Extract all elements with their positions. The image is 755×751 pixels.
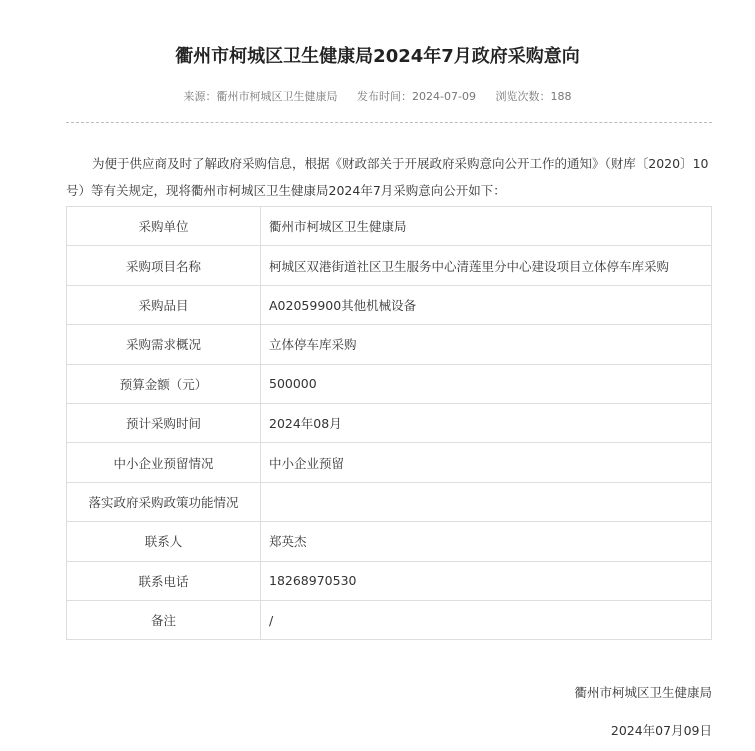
table-row [67, 246, 712, 285]
row-label: 联系人 [67, 522, 261, 561]
row-label: 预计采购时间 [67, 403, 261, 442]
page-title: 衢州市柯城区卫生健康局2024年7月政府采购意向 [175, 46, 580, 67]
row-value: 500000 [261, 364, 712, 403]
article-meta [0, 88, 755, 104]
row-value: 衢州市柯城区卫生健康局 [261, 207, 712, 246]
row-label: 采购品目 [67, 285, 261, 324]
row-label: 中小企业预留情况 [67, 443, 261, 482]
table-row [67, 364, 712, 403]
row-value: 立体停车库采购 [261, 325, 712, 364]
row-label: 采购需求概况 [67, 325, 261, 364]
table-row [67, 482, 712, 521]
row-value: 柯城区双港街道社区卫生服务中心清莲里分中心建设项目立体停车库采购 [261, 246, 712, 285]
table-row [67, 207, 712, 246]
meta-source: 来源：衢州市柯城区卫生健康局 [183, 90, 338, 103]
row-label: 落实政府采购政策功能情况 [67, 482, 261, 521]
row-label: 采购单位 [67, 207, 261, 246]
intro-paragraph: 为便于供应商及时了解政府采购信息，根据《财政部关于开展政府采购意向公开工作的通知》（财库〔2020〕10号）等有关规定，现将衢州市柯城区卫生健康局2024年7月采购意向公开如下： [66, 156, 709, 198]
row-label: 联系电话 [67, 561, 261, 600]
meta-publish-time: 发布时间：2024-07-09 [357, 90, 476, 103]
table-row [67, 561, 712, 600]
procurement-table [66, 206, 712, 640]
row-value: 郑英杰 [261, 522, 712, 561]
row-value: 中小企业预留 [261, 443, 712, 482]
table-row [67, 403, 712, 442]
table-row [67, 600, 712, 639]
row-value: A02059900其他机械设备 [261, 285, 712, 324]
table-row [67, 443, 712, 482]
row-value [261, 482, 712, 521]
row-value: 18268970530 [261, 561, 712, 600]
row-label: 采购项目名称 [67, 246, 261, 285]
table-row [67, 325, 712, 364]
row-value: / [261, 600, 712, 639]
meta-views: 浏览次数：188 [495, 90, 572, 103]
row-label: 备注 [67, 600, 261, 639]
footer-organization: 衢州市柯城区卫生健康局 [574, 685, 712, 700]
header-divider [66, 122, 712, 123]
table-row [67, 522, 712, 561]
row-value: 2024年08月 [261, 403, 712, 442]
row-label: 预算金额（元） [67, 364, 261, 403]
table-row [67, 285, 712, 324]
footer-date: 2024年07月09日 [610, 723, 712, 738]
